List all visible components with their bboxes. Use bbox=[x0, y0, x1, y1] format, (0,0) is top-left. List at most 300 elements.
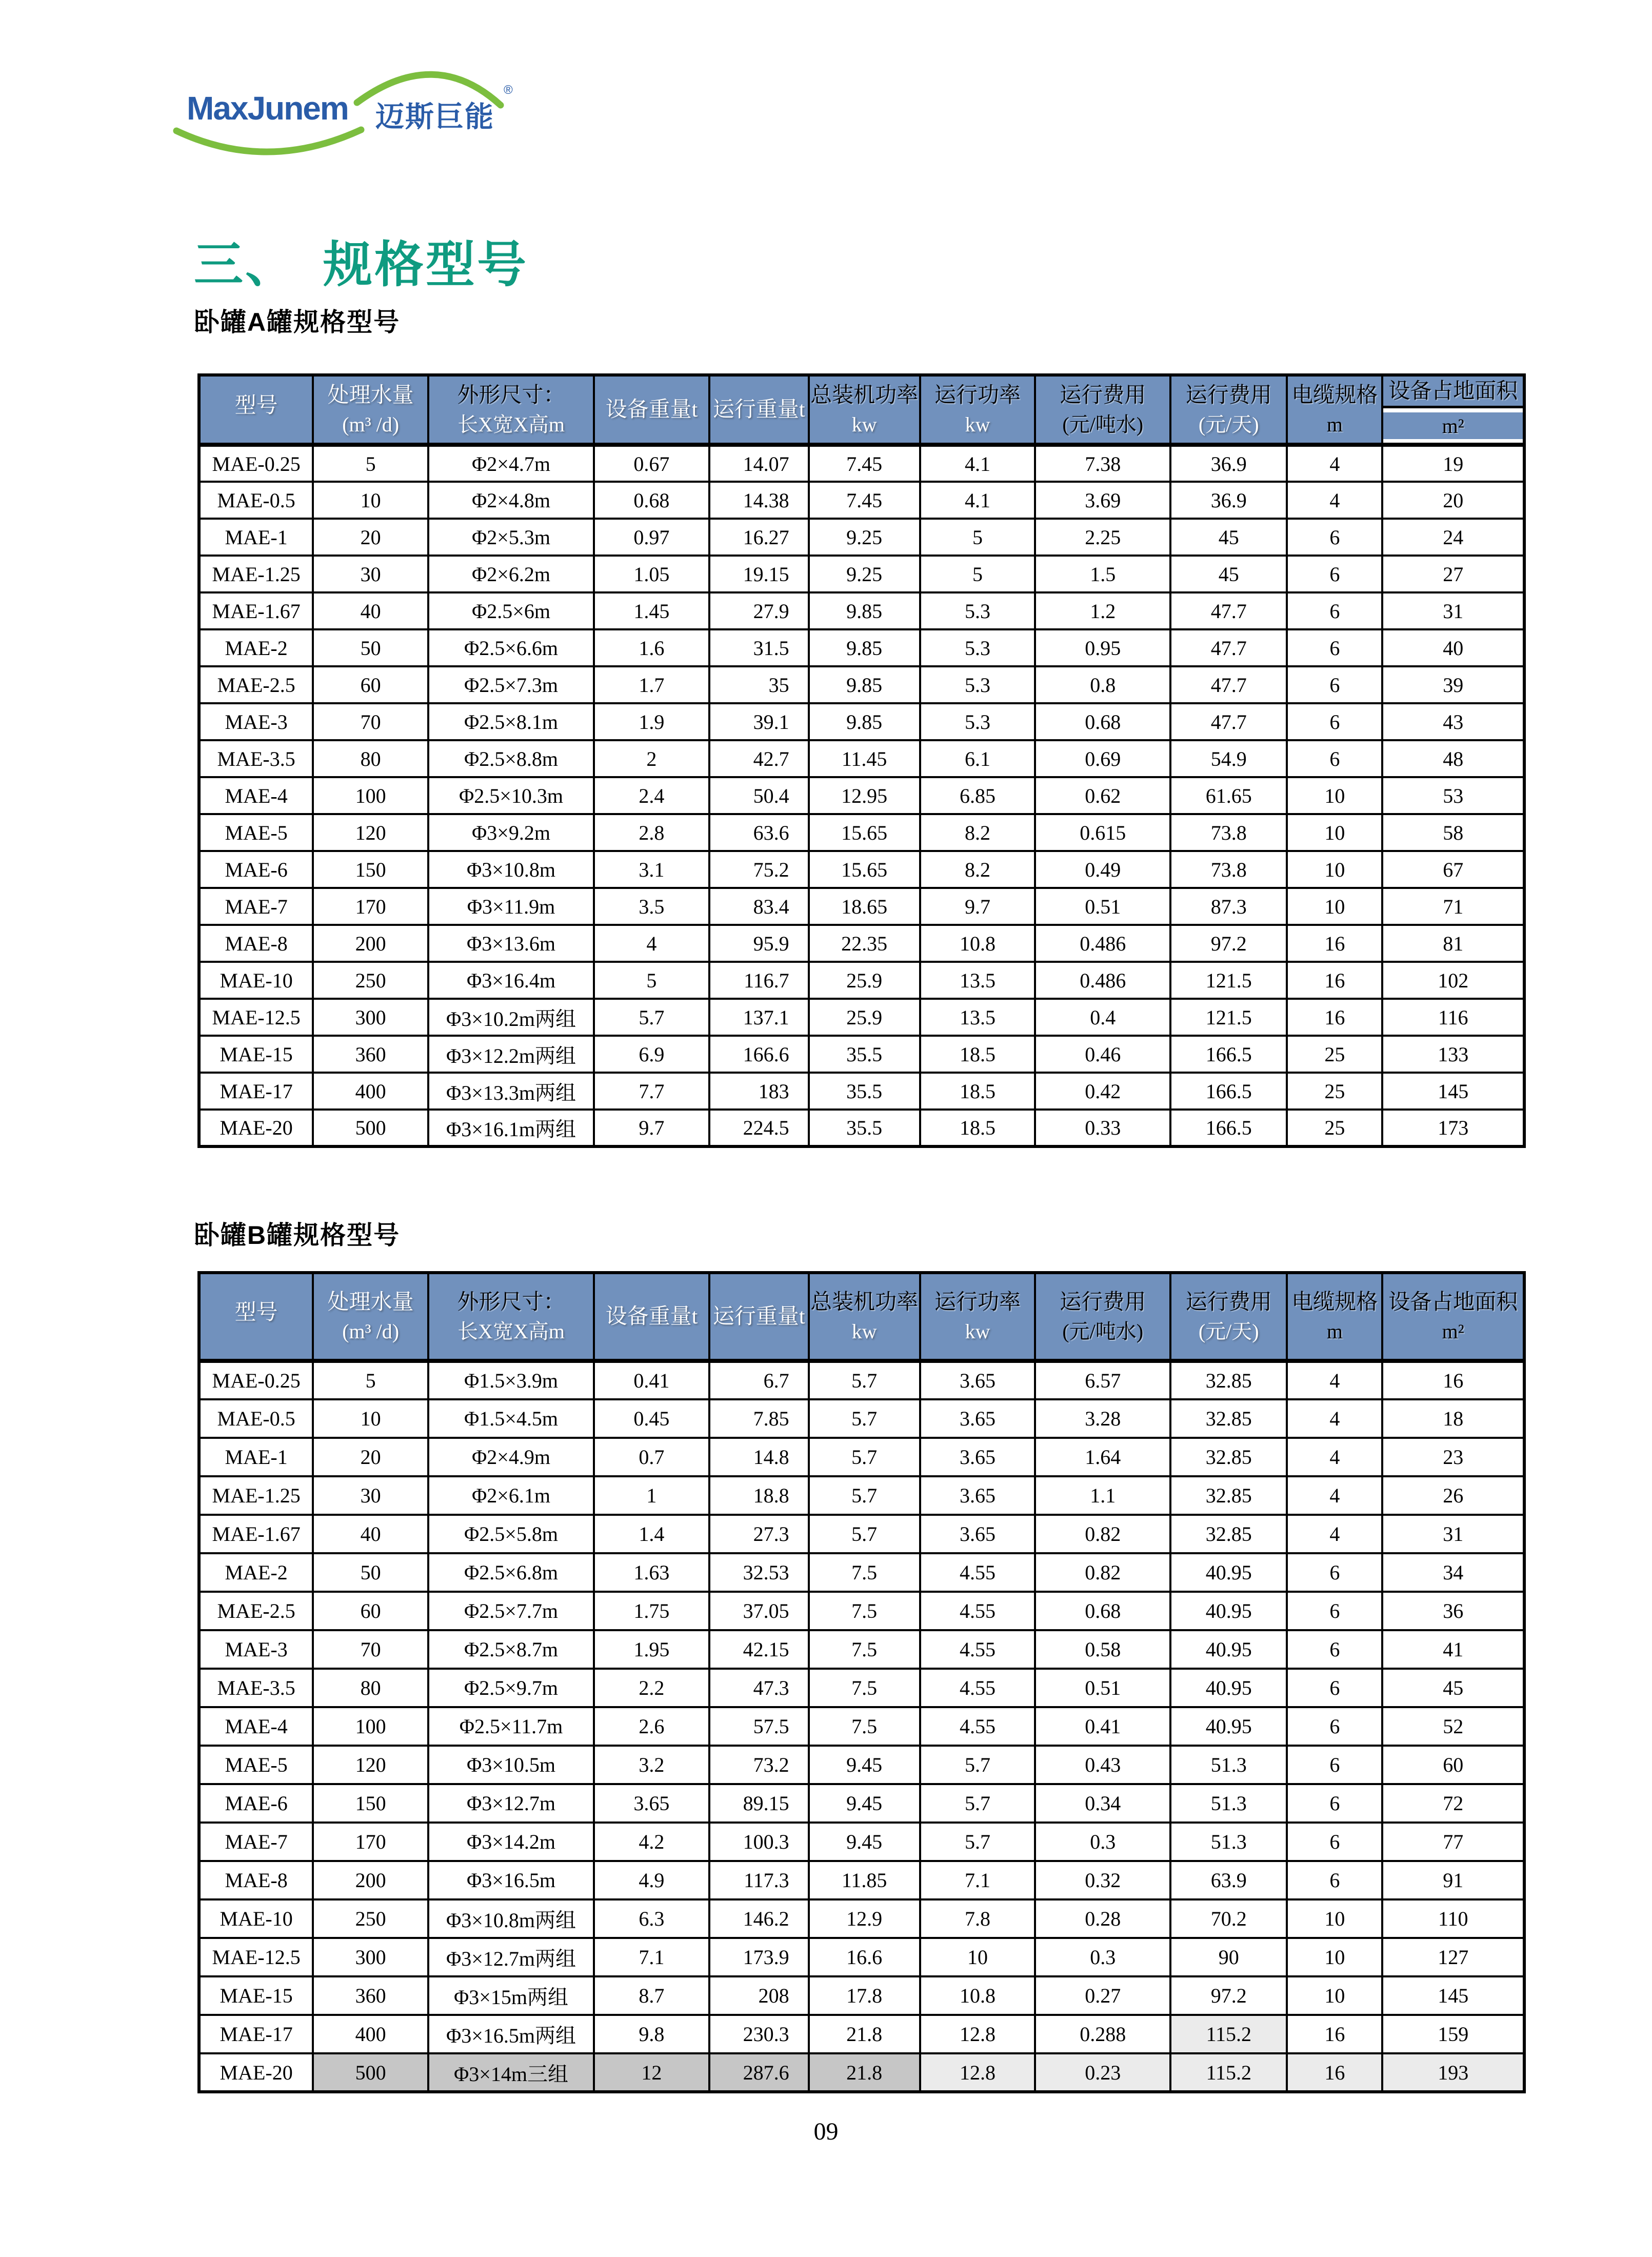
table-cell: MAE-6 bbox=[199, 851, 313, 888]
table-cell: 30 bbox=[313, 1476, 428, 1515]
table-cell: 54.9 bbox=[1170, 740, 1287, 777]
table-cell: MAE-15 bbox=[199, 1036, 313, 1073]
table-cell: 0.34 bbox=[1035, 1784, 1170, 1823]
table-cell: 89.15 bbox=[709, 1784, 809, 1823]
table-cell: 4.55 bbox=[920, 1553, 1036, 1592]
table-cell: 116.7 bbox=[709, 962, 809, 999]
table-cell: 8.2 bbox=[920, 851, 1036, 888]
table-cell: 16 bbox=[1287, 962, 1382, 999]
table-cell: 2.8 bbox=[594, 814, 709, 851]
table-cell: 0.42 bbox=[1035, 1073, 1170, 1110]
table-cell: MAE-3.5 bbox=[199, 1669, 313, 1707]
table-cell: 1 bbox=[594, 1476, 709, 1515]
table-cell: 18.8 bbox=[709, 1476, 809, 1515]
table-row bbox=[199, 1073, 1524, 1110]
table-cell: 5.7 bbox=[594, 999, 709, 1036]
table-cell: 32.53 bbox=[709, 1553, 809, 1592]
table-cell: 47.3 bbox=[709, 1669, 809, 1707]
table-cell: 7.85 bbox=[709, 1399, 809, 1438]
table-cell: 25 bbox=[1287, 1110, 1382, 1146]
table-row bbox=[199, 1707, 1524, 1746]
table-cell: MAE-1 bbox=[199, 519, 313, 556]
table-cell: 3.65 bbox=[920, 1399, 1036, 1438]
table-cell: 173 bbox=[1382, 1110, 1524, 1146]
table-cell: 10 bbox=[313, 482, 428, 519]
table-cell: Φ2.5×6.8m bbox=[428, 1553, 594, 1592]
table-cell: 18.65 bbox=[809, 888, 920, 925]
table-cell: 6 bbox=[1287, 1669, 1382, 1707]
table-cell: 23 bbox=[1382, 1438, 1524, 1476]
column-header: 处理水量 (m³ /d) bbox=[313, 375, 428, 445]
table-cell: 7.45 bbox=[809, 445, 920, 482]
table-cell: 5.3 bbox=[920, 666, 1036, 703]
table-cell: 9.45 bbox=[809, 1823, 920, 1861]
table-row bbox=[199, 1861, 1524, 1899]
table-cell: 0.41 bbox=[594, 1361, 709, 1399]
table-cell: 21.8 bbox=[809, 2053, 920, 2092]
table-cell: MAE-3 bbox=[199, 1630, 313, 1669]
table-cell: 40.95 bbox=[1170, 1592, 1287, 1630]
table-row bbox=[199, 1553, 1524, 1592]
table-cell: 16.27 bbox=[709, 519, 809, 556]
table-cell: 10 bbox=[313, 1399, 428, 1438]
table-cell: 35.5 bbox=[809, 1073, 920, 1110]
table-cell: 183 bbox=[709, 1073, 809, 1110]
table-cell: 7.7 bbox=[594, 1073, 709, 1110]
table-cell: 0.97 bbox=[594, 519, 709, 556]
table-cell: Φ3×13.6m bbox=[428, 925, 594, 962]
table-cell: 5 bbox=[313, 445, 428, 482]
table-cell: 0.7 bbox=[594, 1438, 709, 1476]
table-cell: 5.7 bbox=[809, 1515, 920, 1553]
table-row bbox=[199, 851, 1524, 888]
table-cell: 9.45 bbox=[809, 1746, 920, 1784]
column-header: 型号 bbox=[199, 375, 313, 445]
table-cell: 224.5 bbox=[709, 1110, 809, 1146]
table-cell: 42.7 bbox=[709, 740, 809, 777]
table-cell: 159 bbox=[1382, 2015, 1524, 2053]
table-cell: 200 bbox=[313, 925, 428, 962]
table-cell: MAE-1.25 bbox=[199, 1476, 313, 1515]
table-cell: Φ3×10.2m两组 bbox=[428, 999, 594, 1036]
table-row bbox=[199, 1669, 1524, 1707]
registered-trademark-icon: ® bbox=[504, 83, 513, 97]
table-cell: 150 bbox=[313, 851, 428, 888]
table-cell: 0.45 bbox=[594, 1399, 709, 1438]
table-cell: 73.8 bbox=[1170, 851, 1287, 888]
column-header: 设备重量t bbox=[594, 1273, 709, 1361]
table-cell: 4.2 bbox=[594, 1823, 709, 1861]
table-row bbox=[199, 556, 1524, 592]
table-cell: Φ3×11.9m bbox=[428, 888, 594, 925]
table-cell: 47.7 bbox=[1170, 629, 1287, 666]
table-cell: 32.85 bbox=[1170, 1438, 1287, 1476]
table-cell: 9.85 bbox=[809, 703, 920, 740]
table-row bbox=[199, 592, 1524, 629]
table-cell: 18 bbox=[1382, 1399, 1524, 1438]
column-header: 运行费用 (元/吨水) bbox=[1035, 1273, 1170, 1361]
table-cell: 51.3 bbox=[1170, 1823, 1287, 1861]
table-cell: 5.7 bbox=[920, 1823, 1036, 1861]
header-row bbox=[199, 1273, 1524, 1361]
table-cell: 60 bbox=[313, 666, 428, 703]
table-cell: 166.6 bbox=[709, 1036, 809, 1073]
table-row bbox=[199, 1938, 1524, 1976]
table-cell: 4 bbox=[1287, 445, 1382, 482]
table-cell: 7.5 bbox=[809, 1630, 920, 1669]
table-cell: 6 bbox=[1287, 1707, 1382, 1746]
table-cell: 1.45 bbox=[594, 592, 709, 629]
table-cell: 0.28 bbox=[1035, 1899, 1170, 1938]
table-cell: 4.9 bbox=[594, 1861, 709, 1899]
table-cell: 300 bbox=[313, 1938, 428, 1976]
table-cell: 19.15 bbox=[709, 556, 809, 592]
table-cell: 10 bbox=[1287, 814, 1382, 851]
table-cell: 43 bbox=[1382, 703, 1524, 740]
table-cell: MAE-1.67 bbox=[199, 1515, 313, 1553]
table-cell: 45 bbox=[1170, 556, 1287, 592]
table-cell: 16 bbox=[1287, 2053, 1382, 2092]
table-cell: 170 bbox=[313, 1823, 428, 1861]
table-a-body bbox=[199, 445, 1524, 1146]
table-cell: 1.95 bbox=[594, 1630, 709, 1669]
table-cell: 3.65 bbox=[920, 1515, 1036, 1553]
table-cell: 27 bbox=[1382, 556, 1524, 592]
table-cell: 5.7 bbox=[809, 1399, 920, 1438]
table-cell: 0.82 bbox=[1035, 1553, 1170, 1592]
table-cell: 81 bbox=[1382, 925, 1524, 962]
table-row bbox=[199, 1036, 1524, 1073]
table-cell: 4 bbox=[1287, 1476, 1382, 1515]
table-cell: 6.1 bbox=[920, 740, 1036, 777]
table-row bbox=[199, 888, 1524, 925]
table-cell: 5.7 bbox=[809, 1438, 920, 1476]
table-cell: 95.9 bbox=[709, 925, 809, 962]
table-cell: 1.6 bbox=[594, 629, 709, 666]
table-cell: 70 bbox=[313, 703, 428, 740]
table-row bbox=[199, 1899, 1524, 1938]
table-cell: 32.85 bbox=[1170, 1515, 1287, 1553]
table-cell: 60 bbox=[313, 1592, 428, 1630]
table-cell: 0.3 bbox=[1035, 1823, 1170, 1861]
table-cell: 12.9 bbox=[809, 1899, 920, 1938]
table-cell: 0.58 bbox=[1035, 1630, 1170, 1669]
table-cell: Φ3×13.3m两组 bbox=[428, 1073, 594, 1110]
table-cell: 0.62 bbox=[1035, 777, 1170, 814]
table-cell: 9.8 bbox=[594, 2015, 709, 2053]
table-cell: 6 bbox=[1287, 666, 1382, 703]
table-cell: Φ3×16.5m bbox=[428, 1861, 594, 1899]
table-cell: Φ3×10.8m bbox=[428, 851, 594, 888]
table-cell: MAE-7 bbox=[199, 1823, 313, 1861]
table-cell: Φ3×9.2m bbox=[428, 814, 594, 851]
table-cell: 17.8 bbox=[809, 1976, 920, 2015]
table-cell: Φ2.5×5.8m bbox=[428, 1515, 594, 1553]
table-cell: 0.23 bbox=[1035, 2053, 1170, 2092]
table-cell: 7.5 bbox=[809, 1707, 920, 1746]
table-cell: Φ2.5×10.3m bbox=[428, 777, 594, 814]
table-cell: MAE-1 bbox=[199, 1438, 313, 1476]
table-cell: Φ3×12.7m两组 bbox=[428, 1938, 594, 1976]
table-cell: MAE-3.5 bbox=[199, 740, 313, 777]
table-cell: 47.7 bbox=[1170, 592, 1287, 629]
table-cell: MAE-6 bbox=[199, 1784, 313, 1823]
table-row bbox=[199, 666, 1524, 703]
column-header: 型号 bbox=[199, 1273, 313, 1361]
table-cell: 10 bbox=[1287, 1899, 1382, 1938]
table-cell: 35.5 bbox=[809, 1036, 920, 1073]
table-cell: 115.2 bbox=[1170, 2053, 1287, 2092]
table-cell: MAE-20 bbox=[199, 1110, 313, 1146]
table-cell: 57.5 bbox=[709, 1707, 809, 1746]
table-cell: 5.7 bbox=[920, 1746, 1036, 1784]
table-cell: 22.35 bbox=[809, 925, 920, 962]
table-cell: 5.3 bbox=[920, 703, 1036, 740]
table-cell: 12.8 bbox=[920, 2053, 1036, 2092]
table-cell: 12 bbox=[594, 2053, 709, 2092]
table-cell: 116 bbox=[1382, 999, 1524, 1036]
table-cell: 0.486 bbox=[1035, 925, 1170, 962]
table-cell: 7.1 bbox=[594, 1938, 709, 1976]
table-cell: 115.2 bbox=[1170, 2015, 1287, 2053]
table-cell: MAE-1.25 bbox=[199, 556, 313, 592]
table-cell: 18.5 bbox=[920, 1036, 1036, 1073]
table-cell: 5 bbox=[920, 519, 1036, 556]
table-cell: 20 bbox=[313, 519, 428, 556]
section-heading: 三、 规格型号 bbox=[194, 237, 528, 292]
table-cell: 3.2 bbox=[594, 1746, 709, 1784]
table-cell: 45 bbox=[1382, 1669, 1524, 1707]
table-cell: 10.8 bbox=[920, 1976, 1036, 2015]
table-cell: 6.9 bbox=[594, 1036, 709, 1073]
table-cell: 71 bbox=[1382, 888, 1524, 925]
table-cell: 3.65 bbox=[920, 1361, 1036, 1399]
table-cell: 50 bbox=[313, 629, 428, 666]
table-cell: 16 bbox=[1287, 2015, 1382, 2053]
table-cell: Φ2.5×6.6m bbox=[428, 629, 594, 666]
table-cell: 1.9 bbox=[594, 703, 709, 740]
table-cell: 2.2 bbox=[594, 1669, 709, 1707]
table-cell: 9.85 bbox=[809, 629, 920, 666]
table-row bbox=[199, 925, 1524, 962]
table-cell: Φ2.5×8.7m bbox=[428, 1630, 594, 1669]
table-row bbox=[199, 1438, 1524, 1476]
column-header: 运行重量t bbox=[709, 1273, 809, 1361]
table-cell: 40 bbox=[313, 1515, 428, 1553]
table-cell: 10 bbox=[1287, 777, 1382, 814]
table-a-label: 卧罐A罐规格型号 bbox=[194, 308, 401, 336]
table-cell: Φ2×6.2m bbox=[428, 556, 594, 592]
table-cell: 40.95 bbox=[1170, 1669, 1287, 1707]
table-cell: MAE-0.5 bbox=[199, 482, 313, 519]
table-cell: Φ2.5×8.1m bbox=[428, 703, 594, 740]
column-header: 电缆规格 m bbox=[1287, 1273, 1382, 1361]
table-cell: 1.63 bbox=[594, 1553, 709, 1592]
table-cell: Φ2×6.1m bbox=[428, 1476, 594, 1515]
table-cell: 4 bbox=[1287, 1515, 1382, 1553]
table-cell: 11.85 bbox=[809, 1861, 920, 1899]
table-cell: MAE-2 bbox=[199, 629, 313, 666]
table-cell: 77 bbox=[1382, 1823, 1524, 1861]
table-cell: 75.2 bbox=[709, 851, 809, 888]
table-cell: 47.7 bbox=[1170, 666, 1287, 703]
table-cell: 2.4 bbox=[594, 777, 709, 814]
table-cell: 400 bbox=[313, 1073, 428, 1110]
table-cell: 6 bbox=[1287, 1861, 1382, 1899]
table-cell: 18.5 bbox=[920, 1073, 1036, 1110]
table-cell: 80 bbox=[313, 740, 428, 777]
column-header: 总装机功率 kw bbox=[809, 375, 920, 445]
table-cell: 0.43 bbox=[1035, 1746, 1170, 1784]
table-cell: 10 bbox=[1287, 1976, 1382, 2015]
table-row bbox=[199, 1976, 1524, 2015]
spec-table-a bbox=[197, 373, 1526, 1148]
table-cell: 1.7 bbox=[594, 666, 709, 703]
table-cell: 208 bbox=[709, 1976, 809, 2015]
table-cell: MAE-8 bbox=[199, 925, 313, 962]
page-number: 09 bbox=[813, 2118, 839, 2145]
table-cell: 4.55 bbox=[920, 1592, 1036, 1630]
table-cell: 150 bbox=[313, 1784, 428, 1823]
table-row bbox=[199, 1823, 1524, 1861]
table-cell: 40.95 bbox=[1170, 1553, 1287, 1592]
table-cell: Φ2×4.9m bbox=[428, 1438, 594, 1476]
table-cell: 5.3 bbox=[920, 629, 1036, 666]
table-cell: MAE-12.5 bbox=[199, 999, 313, 1036]
table-cell: 40 bbox=[313, 592, 428, 629]
table-cell: 31 bbox=[1382, 1515, 1524, 1553]
table-row bbox=[199, 1361, 1524, 1399]
table-cell: 30 bbox=[313, 556, 428, 592]
table-cell: 47.7 bbox=[1170, 703, 1287, 740]
table-cell: 6 bbox=[1287, 1630, 1382, 1669]
table-cell: 0.67 bbox=[594, 445, 709, 482]
table-cell: 9.7 bbox=[594, 1110, 709, 1146]
table-cell: 4.55 bbox=[920, 1669, 1036, 1707]
table-cell: 166.5 bbox=[1170, 1073, 1287, 1110]
table-cell: 1.5 bbox=[1035, 556, 1170, 592]
table-cell: 73.2 bbox=[709, 1746, 809, 1784]
table-cell: 100 bbox=[313, 777, 428, 814]
table-cell: 6 bbox=[1287, 740, 1382, 777]
table-cell: 60 bbox=[1382, 1746, 1524, 1784]
company-logo bbox=[169, 56, 523, 174]
table-cell: 36.9 bbox=[1170, 482, 1287, 519]
column-header: 运行重量t bbox=[709, 375, 809, 445]
table-row bbox=[199, 962, 1524, 999]
table-cell: 6.3 bbox=[594, 1899, 709, 1938]
table-row bbox=[199, 999, 1524, 1036]
table-cell: 3.65 bbox=[920, 1476, 1036, 1515]
table-cell: 7.45 bbox=[809, 482, 920, 519]
table-row bbox=[199, 740, 1524, 777]
table-cell: 6 bbox=[1287, 1823, 1382, 1861]
table-cell: 0.486 bbox=[1035, 962, 1170, 999]
table-cell: MAE-2.5 bbox=[199, 666, 313, 703]
table-cell: 250 bbox=[313, 962, 428, 999]
table-cell: 91 bbox=[1382, 1861, 1524, 1899]
table-cell: Φ3×10.8m两组 bbox=[428, 1899, 594, 1938]
table-cell: 6 bbox=[1287, 629, 1382, 666]
table-cell: 9.45 bbox=[809, 1784, 920, 1823]
column-header: 运行费用 (元/天) bbox=[1170, 375, 1287, 445]
table-cell: 120 bbox=[313, 1746, 428, 1784]
table-cell: 25 bbox=[1287, 1036, 1382, 1073]
column-header: 总装机功率 kw bbox=[809, 1273, 920, 1361]
table-cell: 6.7 bbox=[709, 1361, 809, 1399]
table-cell: 70.2 bbox=[1170, 1899, 1287, 1938]
table-cell: 5 bbox=[594, 962, 709, 999]
table-cell: Φ2×4.8m bbox=[428, 482, 594, 519]
table-cell: 0.95 bbox=[1035, 629, 1170, 666]
table-cell: Φ2.5×9.7m bbox=[428, 1669, 594, 1707]
table-row bbox=[199, 2053, 1524, 2092]
table-cell: 6.57 bbox=[1035, 1361, 1170, 1399]
table-cell: Φ2.5×11.7m bbox=[428, 1707, 594, 1746]
table-cell: 9.25 bbox=[809, 519, 920, 556]
table-cell: 0.68 bbox=[1035, 1592, 1170, 1630]
table-cell: 25.9 bbox=[809, 999, 920, 1036]
table-cell: 51.3 bbox=[1170, 1746, 1287, 1784]
table-cell: 16 bbox=[1287, 925, 1382, 962]
table-cell: 133 bbox=[1382, 1036, 1524, 1073]
table-cell: 52 bbox=[1382, 1707, 1524, 1746]
table-cell: 51.3 bbox=[1170, 1784, 1287, 1823]
table-cell: Φ3×12.7m bbox=[428, 1784, 594, 1823]
table-cell: 58 bbox=[1382, 814, 1524, 851]
table-cell: 4.1 bbox=[920, 482, 1036, 519]
table-cell: 19 bbox=[1382, 445, 1524, 482]
table-cell: 6 bbox=[1287, 703, 1382, 740]
table-cell: 7.1 bbox=[920, 1861, 1036, 1899]
column-header: 运行功率 kw bbox=[920, 375, 1036, 445]
table-cell: 1.4 bbox=[594, 1515, 709, 1553]
table-cell: 2 bbox=[594, 740, 709, 777]
table-cell: 287.6 bbox=[709, 2053, 809, 2092]
table-cell: MAE-7 bbox=[199, 888, 313, 925]
table-row bbox=[199, 1784, 1524, 1823]
table-cell: 6 bbox=[1287, 519, 1382, 556]
table-cell: 117.3 bbox=[709, 1861, 809, 1899]
column-header: 电缆规格 m bbox=[1287, 375, 1382, 445]
table-cell: 40.95 bbox=[1170, 1630, 1287, 1669]
table-cell: Φ2×4.7m bbox=[428, 445, 594, 482]
table-cell: 5 bbox=[313, 1361, 428, 1399]
column-header: 设备占地面积 m² bbox=[1382, 375, 1524, 445]
table-cell: 1.64 bbox=[1035, 1438, 1170, 1476]
table-cell: 18.5 bbox=[920, 1110, 1036, 1146]
table-cell: 0.69 bbox=[1035, 740, 1170, 777]
table-cell: 102 bbox=[1382, 962, 1524, 999]
table-cell: 7.5 bbox=[809, 1592, 920, 1630]
table-cell: MAE-4 bbox=[199, 1707, 313, 1746]
table-cell: 0.82 bbox=[1035, 1515, 1170, 1553]
table-cell: 360 bbox=[313, 1976, 428, 2015]
table-cell: MAE-15 bbox=[199, 1976, 313, 2015]
table-cell: 3.28 bbox=[1035, 1399, 1170, 1438]
column-header: 运行费用 (元/吨水) bbox=[1035, 375, 1170, 445]
table-cell: 27.9 bbox=[709, 592, 809, 629]
table-cell: 14.8 bbox=[709, 1438, 809, 1476]
table-cell: MAE-10 bbox=[199, 1899, 313, 1938]
table-cell: 8.2 bbox=[920, 814, 1036, 851]
table-cell: MAE-5 bbox=[199, 1746, 313, 1784]
table-cell: 16 bbox=[1287, 999, 1382, 1036]
table-cell: 36 bbox=[1382, 1592, 1524, 1630]
table-cell: MAE-2 bbox=[199, 1553, 313, 1592]
table-cell: 72 bbox=[1382, 1784, 1524, 1823]
table-row bbox=[199, 1476, 1524, 1515]
